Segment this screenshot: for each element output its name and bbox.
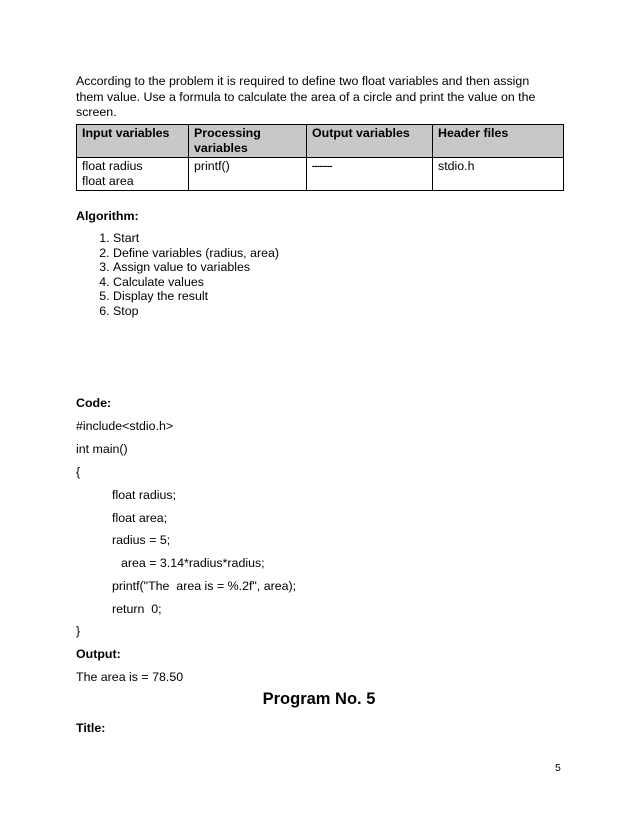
header-processing-variables: Processing variables [189, 125, 307, 158]
output-heading: Output: [76, 647, 121, 661]
list-item: 4. Calculate values [113, 275, 279, 290]
list-item: 1. Start [113, 231, 279, 246]
code-line: area = 3.14*radius*radius; [121, 556, 265, 570]
algorithm-steps [76, 231, 279, 318]
cell-output-variables: -------- [307, 158, 433, 191]
code-line: int main() [76, 442, 128, 456]
output-text: The area is = 78.50 [76, 670, 184, 684]
list-item: 6. Stop [113, 304, 279, 319]
code-line: { [76, 465, 81, 479]
program-title: Program No. 5 [262, 690, 376, 708]
page-number: 5 [555, 762, 561, 774]
list-item: 5. Display the result [113, 289, 279, 304]
variables-table [76, 124, 564, 191]
input-var-radius: float radius [82, 159, 143, 173]
code-line: #include<stdio.h> [76, 419, 174, 433]
intro-paragraph: According to the problem it is required to define two float variables and then assign them value. Use a formula to calculate the area of a circle and print the value on the screen. [76, 74, 536, 119]
code-line: radius = 5; [112, 533, 171, 547]
input-var-area: float area [82, 173, 134, 188]
list-item: 3. Assign value to variables [113, 260, 279, 275]
table-row [77, 158, 564, 191]
cell-processing-variables: printf() [189, 158, 307, 191]
code-line: } [76, 624, 81, 638]
header-header-files: Header files [433, 125, 564, 158]
cell-header-files: stdio.h [433, 158, 564, 191]
code-line: printf("The area is = %.2f", area); [112, 579, 297, 593]
table-header-row [77, 125, 564, 158]
algorithm-heading: Algorithm: [76, 209, 139, 223]
code-line: float area; [112, 511, 168, 525]
cell-input-variables [77, 158, 189, 191]
code-line: return 0; [112, 602, 162, 616]
code-heading: Code: [76, 396, 112, 410]
header-input-variables: Input variables [77, 125, 189, 158]
code-line: float radius; [112, 488, 177, 502]
list-item: 2. Define variables (radius, area) [113, 246, 279, 261]
header-output-variables: Output variables [307, 125, 433, 158]
title-label: Title: [76, 721, 106, 735]
